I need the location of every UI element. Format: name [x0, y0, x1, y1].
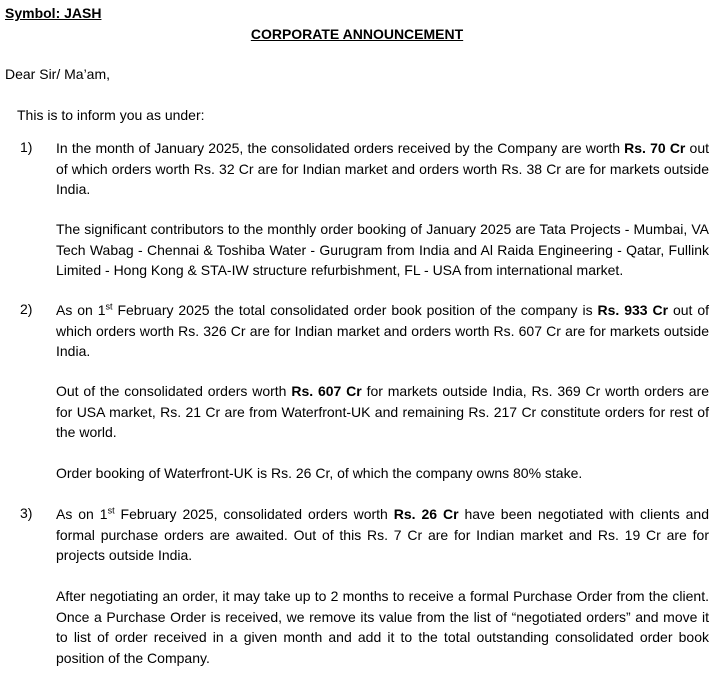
item-paragraph: In the month of January 2025, the consolidated orders received by the Company are worth Rs. 70 Cr out of which orders worth Rs. 32 Cr are for Indian market and orders worth Rs. 38 Cr are for markets outside India. [56, 140, 710, 197]
item-paragraph: As on 1st February 2025 the total consolidated order book position of the company is Rs. 933 Cr out of which orders worth Rs. 326 Cr are for Indian market and orders worth Rs. 607 Cr are for markets outside India. [56, 301, 710, 359]
item-paragraph: As on 1st February 2025, consolidated orders worth Rs. 26 Cr have been negotiated with clients and formal purchase orders are awaited. Out of this Rs. 7 Cr are for Indian market and Rs. 19 Cr are for projects outside India. [56, 505, 709, 563]
item-paragraph: After negotiating an order, it may take up to 2 months to receive a formal Purchase Order from the client. Once a Purchase Order is received, we remove its value from the list of “negotiated orders” and move it to list of order received in a given month and add it to the total outstanding consolidated order book position of the Company. [56, 588, 709, 666]
item-paragraph: The significant contributors to the monthly order booking of January 2025 are Tata Projects - Mumbai, VA Tech Wabag - Chennai & Toshiba Water - Gurugram from India and Al Raida Engineering - Qatar, Fullink Limited - Hong Kong & STA-IW structure refurbishment, FL - USA from international market. [56, 221, 709, 278]
item-number: 3) [20, 505, 33, 521]
item-number: 2) [20, 301, 33, 317]
page-title: CORPORATE ANNOUNCEMENT [250, 26, 464, 42]
ordinal-suffix: st [107, 505, 115, 516]
item-paragraph: Order booking of Waterfront-UK is Rs. 26 Cr, of which the company owns 80% stake. [56, 465, 583, 481]
bold-amount: Rs. 70 Cr [624, 140, 686, 156]
salutation: Dear Sir/ Ma’am, [5, 66, 111, 82]
bold-amount: Rs. 26 Cr [393, 506, 459, 522]
ordinal-suffix: st [105, 301, 113, 312]
bold-amount: Rs. 933 Cr [597, 302, 669, 318]
stock-symbol: Symbol: JASH [5, 5, 102, 21]
item-paragraph: Out of the consolidated orders worth Rs. 607 Cr for markets outside India, Rs. 369 Cr worth orders are for USA market, Rs. 21 Cr are from Waterfront-UK and remaining Rs. 217 Cr constitute orders for rest of the world. [56, 383, 710, 440]
bold-amount: Rs. 607 Cr [291, 383, 362, 399]
item-number: 1) [20, 139, 33, 155]
intro-line: This is to inform you as under: [17, 107, 205, 123]
